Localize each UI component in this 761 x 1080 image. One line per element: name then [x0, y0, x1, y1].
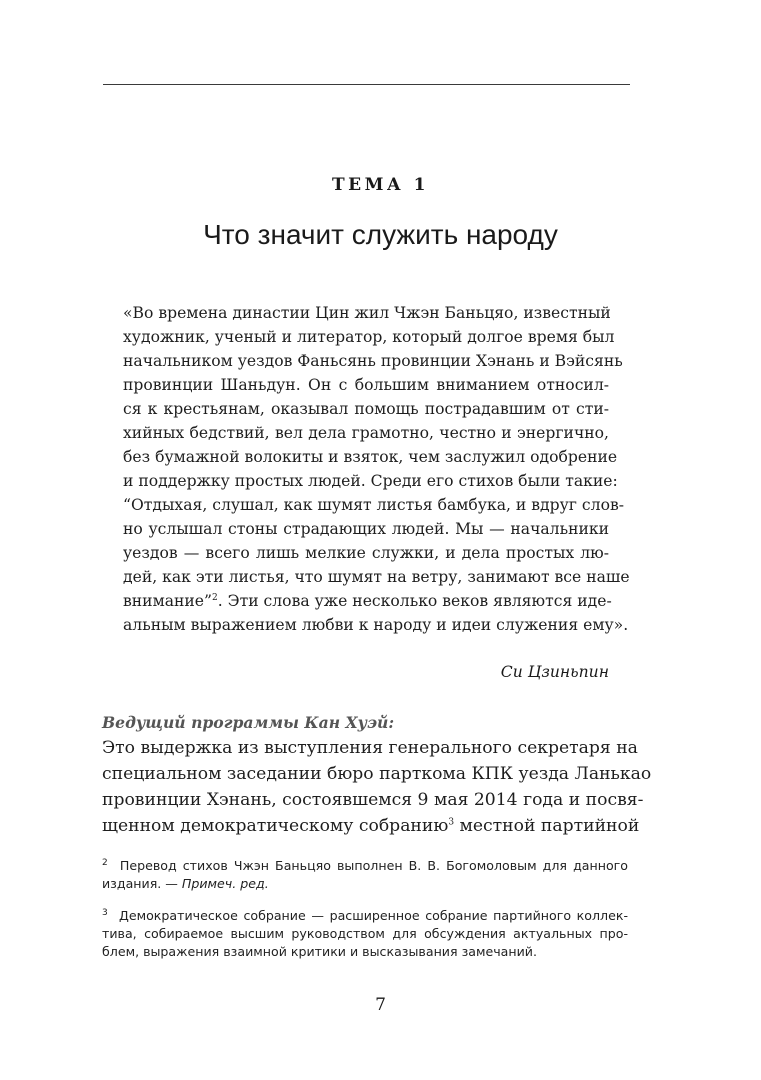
- body-line: [102, 813, 640, 839]
- quote-line: «Во времена династии Цин жил Чжэн Баньцяо, известный: [123, 304, 611, 322]
- quote-line: художник, ученый и литератор, который долгое время был: [123, 328, 615, 346]
- host-label: Ведущий программы Кан Хуэй:: [102, 713, 395, 732]
- body-line: специальном заседании бюро парткома КПК уезда Ланькао: [102, 764, 652, 784]
- quote-line: и поддержку простых людей. Среди его стихов были такие:: [123, 472, 618, 490]
- body-text-segment: щенном демократическому собранию: [102, 816, 449, 836]
- quote-author: Си Цзиньпин: [500, 663, 609, 681]
- quote-line: [123, 590, 612, 612]
- page-title: Что значит служить народу: [203, 219, 558, 250]
- footnote-ref: 3: [448, 817, 455, 828]
- quote-line: альным выражением любви к народу и идеи служения ему».: [123, 616, 629, 634]
- footnote-marker: 2: [102, 857, 108, 868]
- theme-label: ТЕМА 1: [331, 175, 430, 195]
- quote-line: дей, как эти листья, что шумят на ветру, занимают все наше: [123, 568, 630, 586]
- footnote-line: блем, выражения взаимной критики и высказывания замечаний.: [102, 944, 537, 959]
- footnote-text: Демократическое собрание — расширенное собрание партийного коллек-: [119, 908, 628, 923]
- quote-line: хийных бедствий, вел дела грамотно, честно и энергично,: [123, 424, 609, 442]
- footnote-note: Примеч. ред.: [181, 876, 269, 891]
- top-rule: [103, 84, 630, 85]
- footnote-line: [102, 875, 628, 893]
- footnote-ref: 2: [211, 592, 218, 603]
- body-line: провинции Хэнань, состоявшемся 9 мая 2014 года и посвя-: [102, 790, 644, 810]
- footnote-text: издания. —: [102, 876, 182, 891]
- page-number: 7: [375, 995, 386, 1015]
- quote-line: без бумажной волокиты и взяток, чем заслужил одобрение: [123, 448, 618, 466]
- quote-line: начальником уездов Фаньсянь провинции Хэнань и Вэйсянь: [123, 352, 623, 370]
- body-text-segment: местной партийной: [454, 816, 640, 836]
- quote-line: уездов — всего лишь мелкие служки, и дела простых лю-: [123, 544, 609, 562]
- body-line: Это выдержка из выступления генерального секретаря на: [102, 738, 638, 758]
- footnote-marker: 3: [102, 907, 108, 918]
- quote-line: но услышал стоны страдающих людей. Мы — начальники: [123, 520, 609, 538]
- quote-line: ся к крестьянам, оказывал помощь пострадавшим от сти-: [123, 400, 609, 418]
- footnote-line: [102, 907, 628, 925]
- quote-line: “Отдыхая, слушал, как шумят листья бамбука, и вдруг слов-: [123, 496, 625, 514]
- quote-line: провинции Шаньдун. Он с большим вниманием относил-: [123, 376, 609, 394]
- footnote-text: Перевод стихов Чжэн Баньцяо выполнен В. В. Богомоловым для данного: [119, 858, 628, 873]
- quote-text: . Эти слова уже несколько веков являются иде-: [217, 592, 612, 610]
- quote-text: внимание”: [123, 592, 212, 610]
- footnote-line: тива, собираемое высшим руководством для обсуждения актуальных про-: [102, 926, 628, 941]
- footnote-line: [102, 857, 628, 875]
